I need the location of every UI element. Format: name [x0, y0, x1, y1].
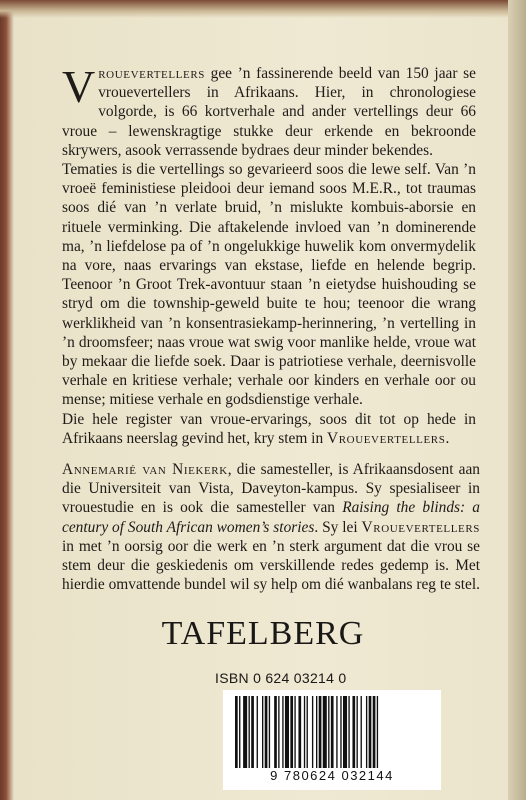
- barcode-bar: [249, 696, 250, 768]
- cover-top-edge: [0, 0, 526, 18]
- barcode-bar: [357, 696, 358, 768]
- paragraph-1-text: gee ’n fassinerende beeld van 150 jaar se vrouevertellers in Afrikaans. Hier, in chronologiese volgorde, is 66 kortverhale and ander vertellings deur 66 vroue – lewenskragtige stukke deur erkende en bekroonde skrywers, asook verrassende bydraes deur minder bekendes.: [62, 65, 476, 159]
- barcode-bar: [257, 696, 258, 768]
- barcode-bar: [298, 696, 301, 768]
- barcode-bar: [307, 696, 308, 768]
- barcode-bar: [269, 696, 270, 768]
- book-title: Raising the blinds: a century of South African women’s stories: [62, 499, 480, 536]
- barcode-bar: [366, 696, 367, 768]
- barcode-bar: [243, 696, 247, 768]
- barcode-digits: 9 780624 032144: [270, 768, 394, 783]
- barcode-bar: [316, 696, 317, 768]
- bio-text-2: . Sy lei: [314, 518, 362, 536]
- barcode-bar: [369, 696, 372, 768]
- publisher-name: TAFELBERG: [161, 615, 365, 652]
- blurb-paragraph-3: [62, 410, 476, 448]
- drop-cap: V: [62, 61, 96, 112]
- barcode-bar: [323, 696, 327, 768]
- barcode-bar: [348, 696, 349, 768]
- barcode: [223, 690, 441, 790]
- barcode-bar: [239, 696, 240, 768]
- barcode-bar: [328, 696, 329, 768]
- paragraph-2-text: Tematies is die vertellings so gevarieerd soos die lewe self. Van ’n vroeë feministiese pleidooi deur iemand soos M.E.R., tot traumas soos dié van ’n verlate bruid, ’n mislukte kombuis-aborsie en rituele verminking. Die aftakelende invloed van ’n dominerende ma, ’n liefdelose pa of ’n ongelukkige huwelik kom onvermydelik na vore, naas ervarings van ekstase, liefde en helende begrip. Teenoor ’n Groot Trek-avontuur staan ’n eietydse huishouding se stryd om die township-geweld buite te hou; teenoor die wrang werklikheid van ’n konsentrasiekamp-herinnering, ’n vertelling in ’n droomsfeer; naas vroue wat swig voor manlike helde, vroue wat by mekaar die liefde soek. Daar is patriotiese verhale, deernisvolle verhale en kritiese verhale; verhale oor kinders en verhale oor ou mense; mitiese verhale en godsdienstige verhale.: [62, 161, 476, 409]
- blurb-text: [62, 61, 476, 448]
- barcode-bar: [278, 696, 279, 768]
- bio-text-3: in met ’n oorsig oor die werk en ’n sterk argument dat die vrou se stem deur die geskiedenis om verskillende redes gedemp is. Met hierdie omvattende bundel wil sy help om dié wanbalans reg te stel.: [62, 537, 480, 594]
- barcode-bar: [352, 696, 355, 768]
- barcode-bar: [294, 696, 295, 768]
- barcode-bar: [285, 696, 289, 768]
- barcode-bar: [235, 696, 238, 768]
- title-small-caps-2: Vrouevertellers: [327, 429, 446, 447]
- isbn-label: ISBN 0 624 03214 0: [215, 670, 347, 686]
- title-small-caps-3: Vrouevertellers: [361, 518, 480, 536]
- bio-text-1: , die samesteller, is Afrikaansdosent aan die Universiteit van Vista, Daveyton-kampus. Sy spesialiseer in vrouestudie en is ook die samesteller van: [62, 461, 480, 517]
- barcode-bar: [340, 696, 341, 768]
- barcode-bar: [373, 696, 376, 768]
- barcode-bar: [312, 696, 313, 768]
- blurb-paragraph-1: [62, 61, 476, 160]
- barcode-bar: [361, 696, 362, 768]
- blurb-paragraph-2: [62, 160, 476, 410]
- editor-bio: [62, 460, 480, 594]
- page-edge: [508, 0, 526, 800]
- barcode-bar: [336, 696, 337, 768]
- barcode-bar: [290, 696, 293, 768]
- editor-name: Annemarié van Niekerk: [62, 461, 228, 478]
- barcode-bar: [265, 696, 268, 768]
- title-small-caps: rouevertellers: [98, 65, 205, 82]
- barcode-bar: [331, 696, 334, 768]
- barcode-bar: [262, 696, 263, 768]
- paragraph-3-text: Die hele register van vroue-ervarings, soos dit tot op hede in Afrikaans neerslag gevind het, kry stem in: [62, 410, 476, 447]
- paragraph-3-end: .: [445, 429, 450, 447]
- barcode-bars: [233, 696, 433, 768]
- barcode-bar: [282, 696, 283, 768]
- barcode-bar: [319, 696, 322, 768]
- barcode-bar: [377, 696, 378, 768]
- barcode-bar: [304, 696, 305, 768]
- barcode-bar: [343, 696, 347, 768]
- barcode-bar: [251, 696, 254, 768]
- barcode-bar: [274, 696, 277, 768]
